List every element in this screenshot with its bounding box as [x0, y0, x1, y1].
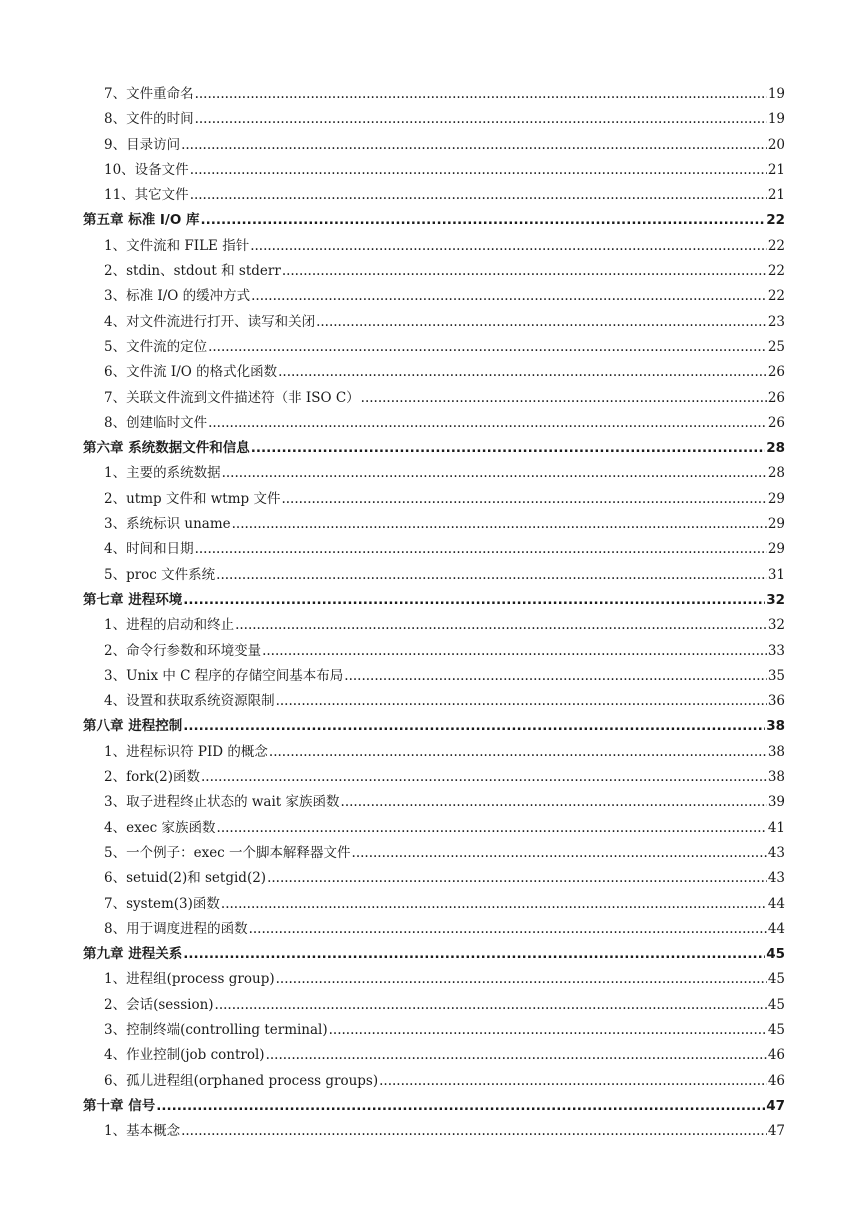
- toc-section-entry[interactable]: [83, 234, 785, 259]
- toc-page-number: 44: [767, 895, 785, 912]
- toc-page-number: 38: [766, 718, 785, 735]
- toc-entry-title: 第五章 标准 I/O 库: [83, 212, 200, 229]
- toc-entry-title: 3、取子进程终止状态的 wait 家族函数: [104, 794, 340, 811]
- toc-dot-leader: [269, 740, 767, 765]
- toc-page-number: 22: [767, 263, 785, 280]
- toc-section-entry[interactable]: [83, 1018, 785, 1043]
- toc-dot-leader: [344, 664, 767, 689]
- toc-page-number: 26: [767, 414, 785, 431]
- toc-entry-title: 5、proc 文件系统: [104, 566, 216, 583]
- toc-page-number: 22: [767, 288, 785, 305]
- toc-dot-leader: [215, 993, 767, 1018]
- toc-chapter-entry[interactable]: [83, 714, 785, 739]
- toc-dot-leader: [352, 841, 767, 866]
- toc-section-entry[interactable]: [83, 461, 785, 486]
- toc-section-entry[interactable]: [83, 967, 785, 992]
- toc-entry-title: 2、utmp 文件和 wtmp 文件: [104, 490, 281, 507]
- toc-dot-leader: [276, 689, 767, 714]
- toc-page-number: 41: [767, 819, 785, 836]
- toc-section-entry[interactable]: [83, 892, 785, 917]
- toc-dot-leader: [329, 1018, 767, 1043]
- toc-page-number: 46: [767, 1047, 785, 1064]
- toc-section-entry[interactable]: [83, 411, 785, 436]
- toc-entry-title: 第七章 进程环境: [83, 591, 183, 608]
- toc-page-number: 36: [767, 693, 785, 710]
- toc-page-number: 33: [767, 642, 785, 659]
- toc-entry-title: 1、文件流和 FILE 指针: [104, 237, 250, 254]
- toc-page-number: 28: [767, 465, 785, 482]
- toc-chapter-entry[interactable]: [83, 1094, 785, 1119]
- toc-section-entry[interactable]: [83, 82, 785, 107]
- toc-section-entry[interactable]: [83, 183, 785, 208]
- toc-dot-leader: [262, 639, 767, 664]
- toc-dot-leader: [276, 967, 767, 992]
- toc-page-number: 21: [767, 161, 785, 178]
- toc-entry-title: 5、一个例子：exec 一个脚本解释器文件: [104, 844, 351, 861]
- toc-dot-leader: [267, 866, 767, 891]
- toc-dot-leader: [281, 487, 766, 512]
- toc-entry-title: 2、fork(2)函数: [104, 769, 200, 786]
- toc-section-entry[interactable]: [83, 866, 785, 891]
- toc-dot-leader: [221, 892, 767, 917]
- toc-section-entry[interactable]: [83, 740, 785, 765]
- toc-section-entry[interactable]: [83, 1119, 785, 1144]
- toc-page-number: 38: [767, 769, 785, 786]
- toc-entry-title: 第八章 进程控制: [83, 718, 183, 735]
- toc-page-number: 39: [767, 794, 785, 811]
- toc-page-number: 22: [767, 237, 785, 254]
- toc-page-number: 22: [766, 212, 785, 229]
- toc-section-entry[interactable]: [83, 284, 785, 309]
- toc-dot-leader: [316, 310, 767, 335]
- toc-dot-leader: [208, 411, 767, 436]
- toc-chapter-entry[interactable]: [83, 942, 785, 967]
- toc-dot-leader: [183, 714, 765, 739]
- toc-page-number: 23: [767, 313, 785, 330]
- toc-page-number: 29: [767, 516, 785, 533]
- toc-entry-title: 第六章 系统数据文件和信息: [83, 440, 250, 457]
- toc-dot-leader: [282, 259, 767, 284]
- toc-entry-title: 6、文件流 I/O 的格式化函数: [104, 364, 278, 381]
- toc-dot-leader: [232, 512, 767, 537]
- toc-dot-leader: [201, 208, 766, 233]
- toc-section-entry[interactable]: [83, 841, 785, 866]
- toc-page-number: 26: [767, 364, 785, 381]
- toc-entry-title: 第十章 信号: [83, 1097, 156, 1114]
- toc-page-number: 32: [766, 591, 785, 608]
- toc-section-entry[interactable]: [83, 765, 785, 790]
- toc-entry-title: 3、控制终端(controlling terminal): [104, 1021, 328, 1038]
- toc-entry-title: 9、目录访问: [104, 136, 181, 153]
- toc-dot-leader: [208, 335, 767, 360]
- toc-page-number: 19: [767, 86, 785, 102]
- toc-section-entry[interactable]: [83, 512, 785, 537]
- toc-section-entry[interactable]: [83, 386, 785, 411]
- toc-section-entry[interactable]: [83, 107, 785, 132]
- toc-page-number: 45: [767, 996, 785, 1013]
- toc-dot-leader: [181, 133, 767, 158]
- toc-page-number: 46: [767, 1072, 785, 1089]
- toc-entry-title: 3、Unix 中 C 程序的存储空间基本布局: [104, 667, 344, 684]
- toc-page-number: 47: [766, 1097, 785, 1114]
- toc-page-number: 43: [767, 844, 785, 861]
- toc-dot-leader: [235, 613, 767, 638]
- toc-entry-title: 1、进程标识符 PID 的概念: [104, 743, 268, 760]
- toc-dot-leader: [156, 1094, 765, 1119]
- toc-page-number: 45: [767, 1021, 785, 1038]
- toc-page-number: 28: [766, 440, 785, 457]
- toc-section-entry[interactable]: [83, 133, 785, 158]
- toc-page-number: 31: [767, 566, 785, 583]
- toc-section-entry[interactable]: [83, 158, 785, 183]
- toc-section-entry[interactable]: [83, 487, 785, 512]
- toc-section-entry[interactable]: [83, 537, 785, 562]
- toc-chapter-entry[interactable]: [83, 208, 785, 233]
- toc-page-number: 20: [767, 136, 785, 153]
- toc-page-number: 29: [767, 490, 785, 507]
- toc-entry-title: 7、文件重命名: [104, 86, 194, 102]
- toc-page-number: 45: [767, 971, 785, 988]
- toc-dot-leader: [250, 234, 767, 259]
- toc-dot-leader: [183, 588, 765, 613]
- toc-dot-leader: [217, 816, 767, 841]
- toc-dot-leader: [266, 1043, 767, 1068]
- toc-entry-title: 7、关联文件流到文件描述符（非 ISO C）: [104, 389, 360, 406]
- toc-entry-title: 8、创建临时文件: [104, 414, 208, 431]
- toc-page-number: 26: [767, 389, 785, 406]
- toc-entry-title: 1、进程的启动和终止: [104, 617, 235, 634]
- toc-section-entry[interactable]: [83, 1043, 785, 1068]
- toc-dot-leader: [190, 158, 767, 183]
- toc-entry-title: 5、文件流的定位: [104, 338, 208, 355]
- toc-section-entry[interactable]: [83, 664, 785, 689]
- toc-section-entry[interactable]: [83, 816, 785, 841]
- toc-section-entry[interactable]: [83, 360, 785, 385]
- toc-page-number: 19: [767, 111, 785, 128]
- toc-section-entry[interactable]: [83, 917, 785, 942]
- toc-page-number: 35: [767, 667, 785, 684]
- toc-entry-title: 6、setuid(2)和 setgid(2): [104, 870, 267, 887]
- toc-page-number: 45: [766, 946, 785, 963]
- toc-page-number: 47: [767, 1123, 785, 1140]
- toc-entry-title: 2、命令行参数和环境变量: [104, 642, 262, 659]
- toc-section-entry[interactable]: [83, 689, 785, 714]
- toc-entry-title: 第九章 进程关系: [83, 946, 183, 963]
- toc-entry-title: 4、exec 家族函数: [104, 819, 216, 836]
- toc-entry-title: 2、会话(session): [104, 996, 214, 1013]
- toc-entry-title: 11、其它文件: [104, 187, 189, 204]
- toc-dot-leader: [249, 917, 767, 942]
- toc-page-number: 44: [767, 920, 785, 937]
- toc-section-entry[interactable]: [83, 335, 785, 360]
- toc-entry-title: 8、文件的时间: [104, 111, 194, 128]
- toc-entry-title: 3、标准 I/O 的缓冲方式: [104, 288, 251, 305]
- toc-entry-title: 2、stdin、stdout 和 stderr: [104, 263, 281, 280]
- toc-entry-title: 8、用于调度进程的函数: [104, 920, 248, 937]
- toc-page-number: 32: [767, 617, 785, 634]
- toc-entry-title: 10、设备文件: [104, 161, 189, 178]
- toc-section-entry[interactable]: [83, 310, 785, 335]
- toc-entry-title: 1、基本概念: [104, 1123, 181, 1140]
- toc-dot-leader: [251, 284, 767, 309]
- toc-chapter-entry[interactable]: [83, 588, 785, 613]
- toc-page-number: 29: [767, 541, 785, 558]
- toc-page-number: 38: [767, 743, 785, 760]
- toc-section-entry[interactable]: [83, 563, 785, 588]
- toc-dot-leader: [361, 386, 767, 411]
- toc-dot-leader: [195, 537, 767, 562]
- toc-dot-leader: [201, 765, 767, 790]
- toc-chapter-entry[interactable]: [83, 436, 785, 461]
- toc-entry-title: 4、对文件流进行打开、读写和关闭: [104, 313, 316, 330]
- toc-dot-leader: [183, 942, 765, 967]
- toc-entry-title: 6、孤儿进程组(orphaned process groups): [104, 1072, 379, 1089]
- toc-section-entry[interactable]: [83, 259, 785, 284]
- toc-section-entry[interactable]: [83, 993, 785, 1018]
- toc-entry-title: 1、主要的系统数据: [104, 465, 221, 482]
- toc-section-entry[interactable]: [83, 613, 785, 638]
- table-of-contents: [83, 82, 785, 1144]
- toc-section-entry[interactable]: [83, 790, 785, 815]
- toc-dot-leader: [190, 183, 767, 208]
- toc-page-number: 43: [767, 870, 785, 887]
- toc-entry-title: 1、进程组(process group): [104, 971, 275, 988]
- toc-entry-title: 7、system(3)函数: [104, 895, 220, 912]
- toc-dot-leader: [181, 1119, 767, 1144]
- toc-dot-leader: [216, 563, 767, 588]
- toc-dot-leader: [222, 461, 767, 486]
- toc-entry-title: 4、作业控制(job control): [104, 1047, 265, 1064]
- toc-page-number: 25: [767, 338, 785, 355]
- toc-dot-leader: [278, 360, 767, 385]
- toc-entry-title: 4、时间和日期: [104, 541, 194, 558]
- toc-section-entry[interactable]: [83, 639, 785, 664]
- toc-page-number: 21: [767, 187, 785, 204]
- toc-dot-leader: [379, 1069, 767, 1094]
- toc-dot-leader: [341, 790, 767, 815]
- toc-entry-title: 4、设置和获取系统资源限制: [104, 693, 275, 710]
- toc-dot-leader: [195, 107, 767, 132]
- toc-dot-leader: [195, 82, 767, 107]
- toc-section-entry[interactable]: [83, 1069, 785, 1094]
- toc-dot-leader: [251, 436, 766, 461]
- toc-entry-title: 3、系统标识 uname: [104, 516, 231, 533]
